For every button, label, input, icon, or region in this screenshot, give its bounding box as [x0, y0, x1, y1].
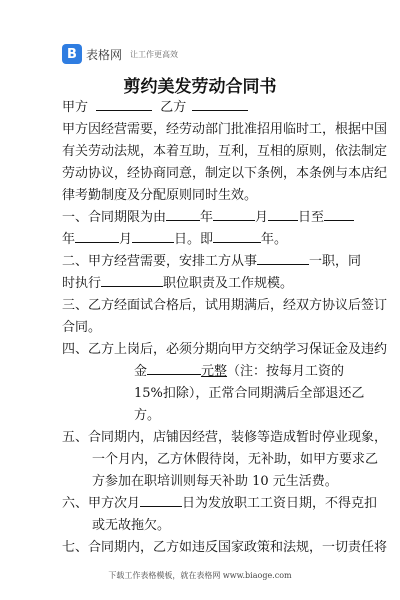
clause-3-line: 三、乙方经面试合格后，试用期满后，经双方协议后签订: [62, 298, 388, 313]
parties-line: [62, 96, 248, 115]
clause-1-text: 一、合同期限为由: [62, 210, 167, 225]
clause-4-text: （注：按每月工资的: [227, 364, 345, 379]
clause-2-text: 二、甲方经营需要，安排工方从事: [62, 254, 258, 269]
intro-line: 甲方因经营需要，经劳动部门批准招用临时工，根据中国: [62, 122, 388, 137]
blank: [132, 229, 174, 243]
clause-4-line: [134, 360, 344, 379]
clause-1-text: 月: [119, 232, 133, 247]
blank: [75, 229, 119, 243]
blank: [257, 251, 309, 265]
blank: [213, 207, 255, 221]
party-b-label: 乙方: [160, 100, 187, 115]
logo: [62, 44, 178, 64]
clause-5-line: 一个月内，乙方休假待岗，无补助，如甲方要求乙: [92, 452, 379, 467]
blank: [140, 493, 182, 507]
clause-6-line: [62, 492, 377, 511]
clause-2-text: 职位职责及工作规模。: [163, 276, 294, 291]
blank: [101, 273, 163, 287]
clause-1-line-1: [62, 206, 354, 225]
brand-slogan: 让工作更高效: [130, 49, 179, 59]
clause-1-text: 年: [200, 210, 214, 225]
logo-icon: B: [62, 44, 82, 64]
blank: [268, 207, 298, 221]
clause-1-text: 日。即: [174, 232, 214, 247]
blank: [147, 361, 201, 375]
clause-4-line: 四、乙方上岗后，必须分期向甲方交纳学习保证金及违约: [62, 342, 388, 357]
clause-1-text: 年: [62, 232, 76, 247]
clause-2-line-1: [62, 250, 361, 269]
party-a-blank: [96, 97, 152, 111]
clause-4-line: 方。: [134, 408, 161, 423]
clause-1-text: 年。: [261, 232, 288, 247]
clause-7-line: 七、合同期内，乙方如违反国家政策和法规，一切责任将: [62, 540, 388, 555]
clause-4-line: 15%扣除），正常合同期满后全部退还乙: [134, 386, 365, 401]
clause-6-text: 六、甲方次月: [62, 496, 141, 511]
document-title: 剪约美发劳动合同书: [123, 77, 277, 97]
clause-2-text: 一职，同: [309, 254, 362, 269]
clause-1-text: 日至: [298, 210, 325, 225]
clause-6-line: 或无故拖欠。: [92, 518, 171, 533]
clause-6-text: 日为发放职工工资日期，不得克扣: [182, 496, 378, 511]
clause-5-line: 五、合同期内，店铺因经营，装修等造成暂时停业现象，: [62, 430, 388, 445]
clause-2-text: 时执行: [62, 276, 102, 291]
intro-line: 有关劳动法规，本着互助，互利，互相的原则，依法制定: [62, 144, 388, 159]
brand-name: 表格网: [86, 47, 123, 62]
blank: [324, 207, 354, 221]
blank: [166, 207, 200, 221]
intro-line: 劳动协议，经协商同意，制定以下条例，本条例与本店纪: [62, 166, 388, 181]
clause-1-text: 月: [255, 210, 269, 225]
footer-text: 下载工作表格模板，就在表格网 www.biaoge.com: [108, 571, 292, 580]
party-b-blank: [192, 97, 248, 111]
blank: [213, 229, 261, 243]
clause-3-line: 合同。: [62, 320, 102, 335]
clause-1-line-2: [62, 228, 287, 247]
party-a-label: 甲方: [62, 100, 89, 115]
clause-4-text: 元整: [201, 364, 228, 379]
clause-2-line-2: [62, 272, 293, 291]
clause-4-text: 金: [134, 364, 148, 379]
clause-5-line: 方参加在职培训则每天补助 10 元生活费。: [92, 474, 338, 489]
intro-line: 律考勤制度及分配原则同时生效。: [62, 188, 258, 203]
